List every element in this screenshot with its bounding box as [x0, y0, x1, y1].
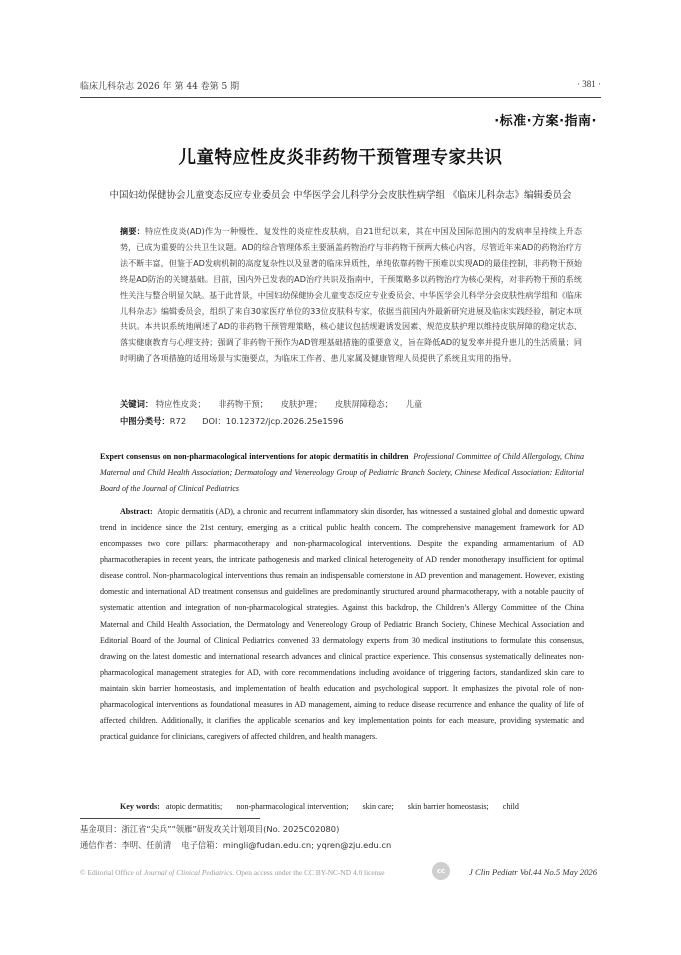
funding-note: 基金项目：浙江省“尖兵”“领雁”研发攻关计划项目(No. 2025C02080) [80, 824, 340, 834]
classification-line [120, 415, 343, 427]
corresponding-author-note [80, 839, 391, 851]
contact-email[interactable]: 电子信箱：mingli@fudan.edu.cn; yqren@zju.edu.cn [181, 840, 392, 850]
license-prefix: © Editorial Office of [80, 868, 144, 877]
chinese-abstract-text: 特应性皮炎(AD)作为一种慢性、复发性的炎症性皮肤病，自21世纪以来，其在中国及国际范围内的发病率呈持续上升态势，已成为重要的公共卫生议题。AD的综合管理体系主要涵盖药物治疗与非药物干预两大核心内容，尽管近年来AD的药物治疗方法不断丰富，但鉴于AD发病机制的高度复杂性以及显著的临床异质性，单纯依靠药物干预难以实现AD的最佳控制，非药物干预始终是AD防治的关键基础。目前，国内外已发表的AD治疗共识及指南中，干预策略多以药物治疗为核心架构，对非药物干预的系统性关注与整合明显欠缺。基于此背景，中国妇幼保健协会儿童变态反应专业委员会、中华医学会儿科学分会皮肤性病学组和《临床儿科杂志》编辑委员会，组织了来自30家医疗单位的33位皮肤科专家，依据当前国内外最新研究进展及临床实践经验，制定本项共识。本共识系统地阐述了AD的非药物干预管理策略，核心建议包括规避诱发因素、规范皮肤护理以维持皮肤屏障的稳定状态、落实健康教育与心理支持；强调了非药物干预作为AD管理基础措施的重要意义，旨在降低AD的复发率并提升患儿的生活质量；同时明确了各项措施的适用场景与实施要点，为临床工作者、患儿家属及健康管理人员提供了系统且实用的指导。 [120, 226, 582, 364]
english-keyword: atopic dermatitis; [165, 802, 223, 811]
doi[interactable]: DOI：10.12372/jcp.2026.25e1596 [202, 416, 344, 426]
english-keyword: non-pharmacological intervention; [236, 802, 349, 811]
article-title: 儿童特应性皮炎非药物干预管理专家共识 [178, 148, 503, 168]
english-keyword: skin barrier homeostasis; [407, 802, 489, 811]
english-abstract-text: Atopic dermatitis (AD), a chronic and recurrent inflammatory skin disorder, has witnessed a sustained global and domestic upward trend in incidence since the 21st century, emerging as a critical public health concern. The comprehensive management framework for AD encompasses two core pillars: pharmacotherapy and non-pharmacological interventions. Despite the expanding armamentarium of AD pharmacotherapies in recent years, the intricate pathogenesis and marked clinical heterogeneity of AD render monotherapy insufficient for optimal disease control. Non-pharmacological interventions thus remain an indispensable cornerstone in AD prevention and management. However, existing domestic and international AD treatment consensus and guidelines are predominantly structured around pharmacotherapy, with a notable paucity of systematic attention and integration of non-pharmacological strategies. Against this backdrop, the Children’s Allergy Committee of the China Maternal and Child Health Association, the Dermatology and Venereology Group of Pediatric Branch Society, Chinese Mechical Association and Editorial Board of the Journal of Clinical Pediatrics convened 33 dermatology experts from 30 medical institutions to formulate this consensus, drawing on the latest domestic and international research advances and clinical practice experience. This consensus systematically delineates non-pharmacological management strategies for AD, with core recommendations including avoidance of triggering factors, standardized skin care to maintain skin barrier homeostasis, and implementation of health education and psychological support. It emphasizes the pivotal role of non-pharmacological interventions as foundational measures in AD management, aiming to reduce disease recurrence and enhance the quality of life of affected children. Additionally, it clarifies the applicable scenarios and key implementation points for each measure, providing systematic and practical guidance for clinicians, caregivers of affected children, and health managers. [100, 507, 584, 742]
journal-issue-header: 临床儿科杂志 2026 年 第 44 卷第 5 期 [80, 82, 240, 92]
footnote-rule [80, 818, 260, 819]
chinese-keyword: 皮肤护理； [280, 399, 323, 409]
english-keywords-label: Key words: [120, 802, 160, 811]
chinese-keywords-label: 关键词： [120, 399, 154, 409]
english-keyword: skin care; [362, 802, 394, 811]
license-journal: Journal of Clinical Pediatrics [143, 868, 233, 877]
chinese-keywords [120, 398, 432, 410]
english-keywords [120, 802, 531, 811]
page-number: · 381 · [577, 79, 601, 89]
corresponding-authors: 通信作者：李明、任前清 [80, 840, 172, 850]
chinese-keyword: 皮肤屏障稳态； [334, 399, 393, 409]
journal-citation-footer: J Clin Pediatr Vol.44 No.5 May 2026 [469, 867, 597, 877]
english-title-block [100, 449, 584, 497]
cc-license-icon[interactable]: cc [432, 862, 450, 880]
chinese-abstract [120, 224, 582, 367]
header-rule [80, 97, 601, 98]
chinese-abstract-label: 摘要： [120, 226, 146, 236]
chinese-keyword: 特应性皮炎； [155, 399, 206, 409]
english-title: Expert consensus on non-pharmacological interventions for atopic dermatitis in children [100, 452, 409, 461]
section-tag: ·标准·方案·指南· [494, 114, 597, 129]
article-authors: 中国妇幼保健协会儿童变态反应专业委员会 中华医学会儿科学分会皮肤性病学组 《临床儿科杂志》编辑委员会 [109, 190, 572, 201]
classification-code: R72 [169, 416, 187, 426]
chinese-keyword: 非药物干预； [218, 399, 269, 409]
english-abstract [100, 504, 584, 745]
license-suffix: . Open access under the CC BY-NC-ND 4.0 license [232, 868, 385, 877]
license-note [80, 868, 385, 877]
english-affiliation: Professional Committee of Child Allergology, China Maternal and Child Health Association; Dermatology and Venereology Group of Pediatric Branch Society, Chinese Medical Association: Editorial Board of the Journal of Clinical Pediatrics [100, 452, 585, 493]
chinese-keyword: 儿童 [405, 399, 423, 409]
classification-label: 中图分类号： [120, 416, 170, 426]
english-keyword: child [502, 802, 519, 811]
english-abstract-label: Abstract: [120, 507, 153, 516]
